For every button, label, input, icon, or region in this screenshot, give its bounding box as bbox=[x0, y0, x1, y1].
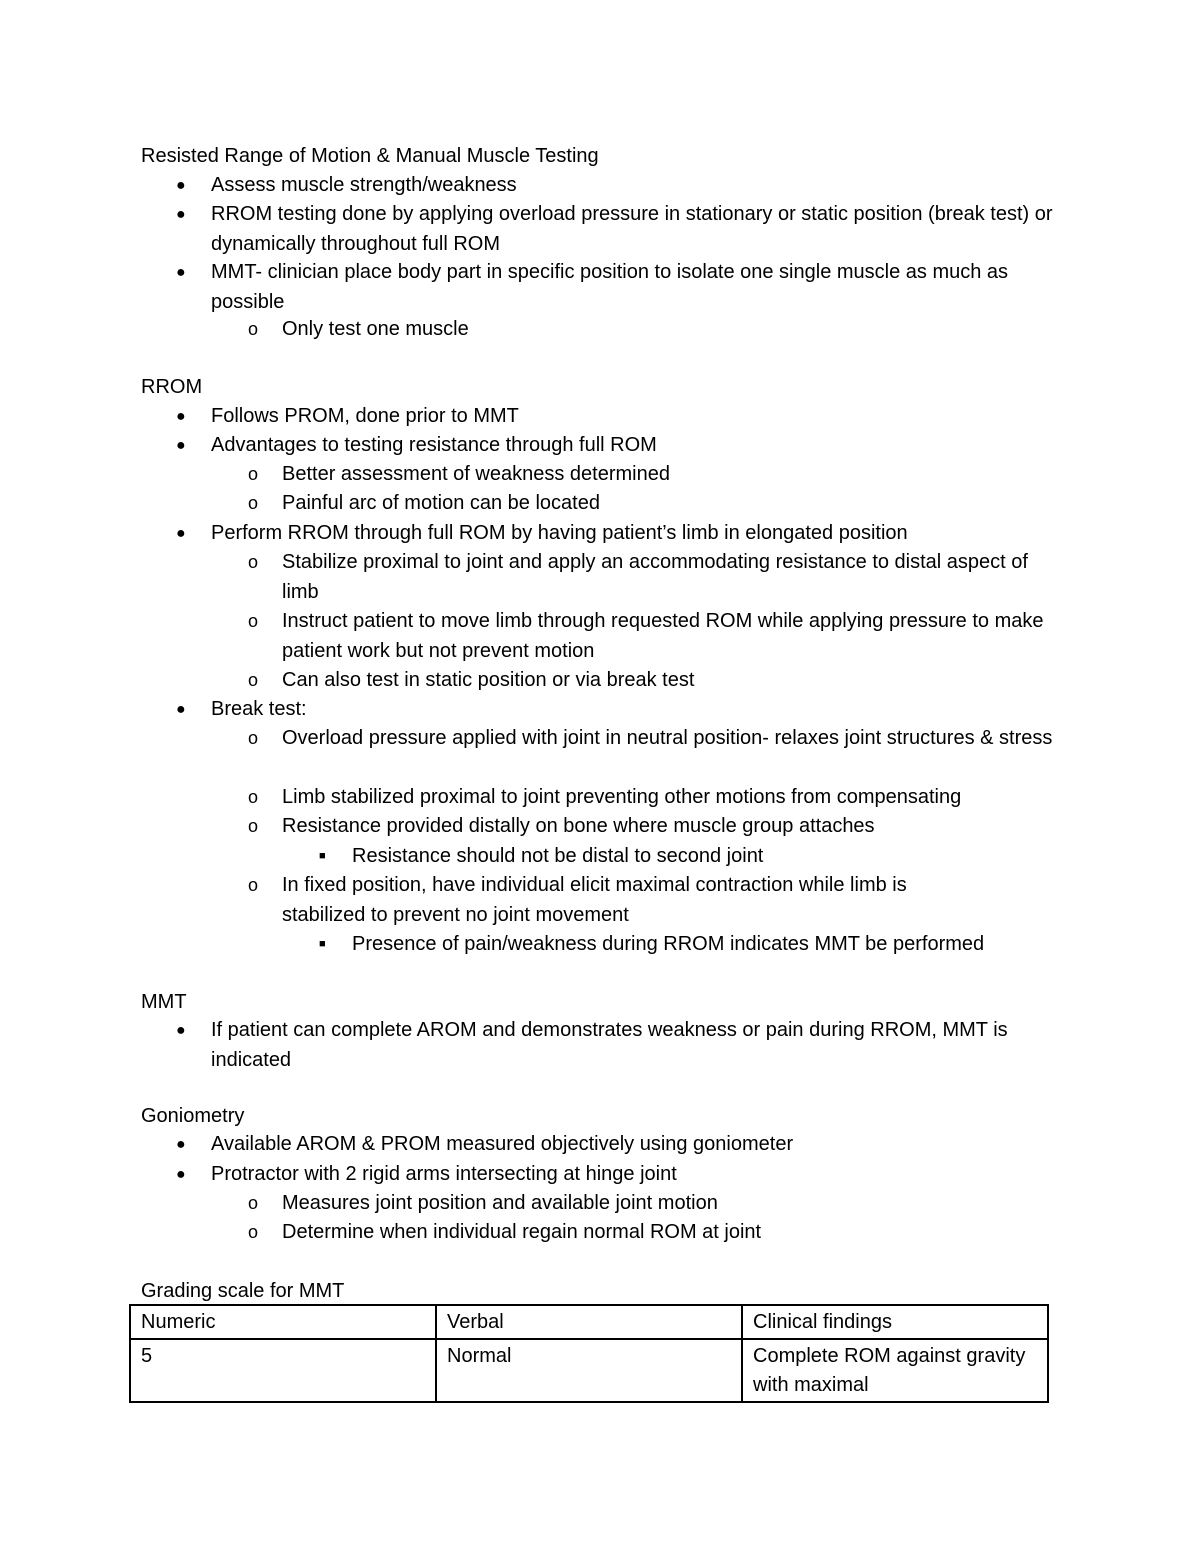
circle-bullet-icon: o bbox=[248, 552, 259, 572]
bullet-icon: ● bbox=[176, 1136, 186, 1153]
section-title-resisted: Resisted Range of Motion & Manual Muscle Testing bbox=[141, 145, 599, 167]
header-clinical-findings: Clinical findings bbox=[742, 1305, 1048, 1339]
circle-bullet-icon: o bbox=[248, 728, 259, 748]
list-item: ● Follows PROM, done prior to MMT bbox=[211, 402, 1061, 432]
bullet-icon: ● bbox=[176, 206, 186, 223]
table-header-row bbox=[130, 1305, 1048, 1339]
list-item: o Better assessment of weakness determined bbox=[282, 460, 1062, 490]
circle-bullet-icon: o bbox=[248, 319, 259, 339]
square-bullet-icon: ■ bbox=[319, 938, 326, 950]
list-item: ● MMT- clinician place body part in specific position to isolate one single muscle as much as possible bbox=[211, 258, 1061, 317]
circle-bullet-icon: o bbox=[248, 875, 259, 895]
cell-numeric: 5 bbox=[130, 1339, 436, 1402]
circle-bullet-icon: o bbox=[248, 464, 259, 484]
list-item: ● Break test: bbox=[211, 695, 1061, 725]
bullet-icon: ● bbox=[176, 437, 186, 454]
circle-bullet-icon: o bbox=[248, 493, 259, 513]
list-item: ■ Presence of pain/weakness during RROM indicates MMT be performed bbox=[352, 930, 1052, 960]
table-caption: Grading scale for MMT bbox=[141, 1280, 345, 1302]
grading-table bbox=[129, 1304, 1049, 1403]
bullet-icon: ● bbox=[176, 177, 186, 194]
list-item: o In fixed position, have individual elicit maximal contraction while limb is stabilized to prevent no joint movement bbox=[282, 871, 972, 930]
list-item: ● Advantages to testing resistance through full ROM bbox=[211, 431, 1061, 461]
table-row bbox=[130, 1339, 1048, 1402]
list-item: o Stabilize proximal to joint and apply an accommodating resistance to distal aspect of limb bbox=[282, 548, 1062, 607]
list-item: o Only test one muscle bbox=[282, 315, 1062, 345]
list-item: o Measures joint position and available joint motion bbox=[282, 1189, 1062, 1219]
header-numeric: Numeric bbox=[130, 1305, 436, 1339]
circle-bullet-icon: o bbox=[248, 816, 259, 836]
list-item: o Instruct patient to move limb through requested ROM while applying pressure to make patient work but not prevent motion bbox=[282, 607, 1062, 666]
section-title-goniometry: Goniometry bbox=[141, 1105, 245, 1127]
section-title-rrom: RROM bbox=[141, 376, 203, 398]
circle-bullet-icon: o bbox=[248, 670, 259, 690]
list-item: ● Protractor with 2 rigid arms intersecting at hinge joint bbox=[211, 1160, 1061, 1190]
bullet-icon: ● bbox=[176, 525, 186, 542]
list-item: ● Available AROM & PROM measured objectively using goniometer bbox=[211, 1130, 1061, 1160]
list-item: o Overload pressure applied with joint in neutral position- relaxes joint structures & stress bbox=[282, 724, 1062, 754]
list-item: ● RROM testing done by applying overload pressure in stationary or static position (break test) or dynamically throughout full ROM bbox=[211, 200, 1061, 259]
list-item: o Determine when individual regain normal ROM at joint bbox=[282, 1218, 1062, 1248]
list-item: ● Assess muscle strength/weakness bbox=[211, 171, 1061, 201]
bullet-icon: ● bbox=[176, 264, 186, 281]
list-item: ● If patient can complete AROM and demonstrates weakness or pain during RROM, MMT is indicated bbox=[211, 1016, 1051, 1075]
list-item: ● Perform RROM through full ROM by having patient’s limb in elongated position bbox=[211, 519, 1061, 549]
cell-clinical-findings: Complete ROM against gravity with maximal bbox=[742, 1339, 1048, 1402]
bullet-icon: ● bbox=[176, 701, 186, 718]
list-item: o Painful arc of motion can be located bbox=[282, 489, 1062, 519]
circle-bullet-icon: o bbox=[248, 611, 259, 631]
bullet-icon: ● bbox=[176, 408, 186, 425]
section-title-mmt: MMT bbox=[141, 991, 187, 1013]
bullet-icon: ● bbox=[176, 1022, 186, 1039]
square-bullet-icon: ■ bbox=[319, 850, 326, 862]
list-item: o Resistance provided distally on bone where muscle group attaches bbox=[282, 812, 1062, 842]
circle-bullet-icon: o bbox=[248, 1222, 259, 1242]
cell-verbal: Normal bbox=[436, 1339, 742, 1402]
circle-bullet-icon: o bbox=[248, 1193, 259, 1213]
header-verbal: Verbal bbox=[436, 1305, 742, 1339]
list-item: o Limb stabilized proximal to joint preventing other motions from compensating bbox=[282, 783, 1062, 813]
list-item: ■ Resistance should not be distal to second joint bbox=[352, 842, 1052, 872]
circle-bullet-icon: o bbox=[248, 787, 259, 807]
list-item: o Can also test in static position or via break test bbox=[282, 666, 1062, 696]
bullet-icon: ● bbox=[176, 1166, 186, 1183]
